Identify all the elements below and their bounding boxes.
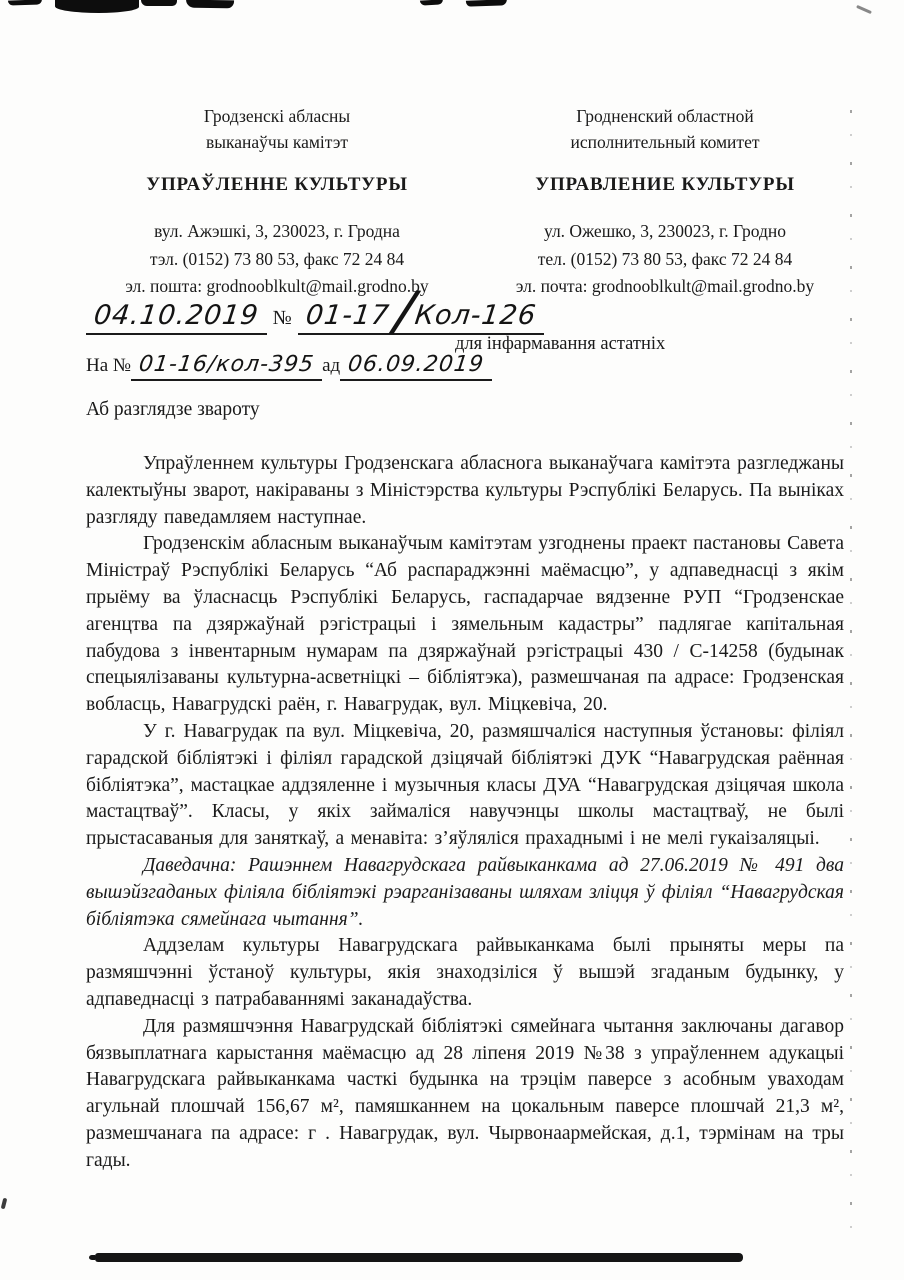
reply-date-label: ад [322,355,341,376]
paragraph: Гродзенскім абласным выканаўчым камітэтам узгоднены праект пастановы Савета Міністраў Рэспублікі Беларусь “Аб распараджэнні маёмасцю”, у адпаведнасці з якім прыёму ва ўласнасць Рэспублікі Беларусь, гаспадарчае вядзенне РУП “Гродзенскае агенцтва па дзяржаўнай рэгістрацыі і зямельным кадастры” падлягае капітальная пабудова з інвентарным нумарам па дзяржаўнай рэгістрацыі 430 / С-14258 (будынак спецыялізаваны культурна-асветніцкі – бібліятэка), размешчаная па адрасе: Гродзенская вобласць, Навагрудскі раён, г. Навагрудак, вул. Міцкевіча, 20. [86,533,844,716]
letterhead-russian [472,103,858,301]
scan-artifact-top-4 [186,0,234,8]
letterhead-belarusian [86,103,468,301]
org-name-line2: исполнительный комитет [570,132,760,152]
scan-artifact-top-5 [420,0,443,6]
handwritten-date: 04.10.2019 [92,300,261,331]
paragraph: Для размяшчэння Навагрудскай бібліятэкі сямейнага чытання заключаны дагавор бязвыплатнага карыстання маёмасцю ад 28 ліпеня 2019 №38 з упраўленнем адукацыі Навагрудскага райвыканкама часткі будынка на трэцім паверсе з асобным уваходам агульнай плошчай 156,67 м², памяшканнем на цокальным паверсе плошчай 21,3 м², размешчанага па адрасе: г . Навагрудак, вул. Чырвонаармейская, д.1, тэрмінам на тры гады. [86,1015,844,1171]
scan-artifact-top-2 [55,0,139,13]
handwritten-slash: / [391,278,419,345]
handwritten-number-part1: 01-17 [303,300,392,331]
org-name-line1: Гродненский областной [576,106,754,126]
scan-artifact-top-3 [141,0,177,6]
reply-number-field [131,352,322,381]
org-phone: тел. (0152) 73 80 53, факс 72 24 84 [537,248,793,269]
scan-artifact-top-right [856,5,872,14]
org-email: эл. почта: grodnooblkult@mail.grodno.by [515,276,815,296]
org-phone: тэл. (0152) 73 80 53, факс 72 24 84 [149,248,405,269]
handwritten-number-part2: Кол-126 [413,300,539,331]
paragraph: У г. Навагрудак па вул. Міцкевіча, 20, размяшчаліся наступныя ўстановы: філіял гарадской бібліятэкі і філіял гарадской дзіцячай бібліятэкі ДУК “Навагрудская раённая бібліятэка”, мастацкае аддзяленне і музычныя класы ДУА “Навагрудская дзіцячая школа мастацтваў”. Класы, у якіх займаліся навучэнцы школы мастацтваў, не былі прыстасаваныя для заняткаў, а менавіта: з’яўляліся прахаднымі і не мелі гукаізаляцыі. [86,720,844,850]
handwritten-reply-number: 01-16/кол-395 [137,352,316,377]
department-title: УПРАВЛЕНИЕ КУЛЬТУРЫ [535,174,795,195]
paragraph: Упраўленнем культуры Гродзенскага абласнога выканаўчага камітэта разгледжаны калектыўны зварот, накіраваны з Міністэрства культуры Рэспублікі Беларусь. Па выніках разгляду паведамляем наступнае. [86,453,844,528]
org-address: вул. Ажэшкі, 3, 230023, г. Гродна [154,221,400,241]
scan-artifact-bottom-bar [95,1253,743,1262]
scan-artifact-top-6 [466,0,507,7]
letter-body [86,451,844,1175]
scan-artifact-bottom-left [1,1198,8,1210]
org-name-line1: Гродзенскі абласны [203,106,351,126]
reply-reference-row [86,352,492,381]
outgoing-date-field [86,300,267,335]
paragraph-reference-note: Даведачна: Рашэннем Навагрудскага райвыканкама ад 27.06.2019 № 491 два вышэйзгаданых філіяла бібліятэкі рэарганізаваны шляхам зліцця ў філіял “Навагрудская бібліятэка сямейнага чытання”. [86,854,844,930]
department-title: УПРАЎЛЕННЕ КУЛЬТУРЫ [146,174,408,195]
org-address: ул. Ожешко, 3, 230023, г. Гродно [543,221,787,241]
org-email: эл. пошта: grodnooblkult@mail.grodno.by [125,276,429,296]
reply-date-field [340,352,492,381]
scan-artifact-top-1 [8,0,42,6]
routing-note: для інфармавання астатніх [455,334,666,354]
paragraph: Аддзелам культуры Навагрудскага райвыканкама былі прыняты меры па размяшчэнні ўстаноў культуры, якія знаходзіліся ў вышэй згаданым будынку, у адпаведнасці з патрабаваннямі заканадаўства. [86,935,844,1010]
outgoing-number-field [298,278,545,345]
reply-label: На № [86,355,132,376]
handwritten-reply-date: 06.09.2019 [346,352,486,377]
org-name-line2: выканаўчы камітэт [205,132,349,152]
subject-line: Аб разглядзе звароту [86,399,260,420]
number-label: № [272,307,292,329]
